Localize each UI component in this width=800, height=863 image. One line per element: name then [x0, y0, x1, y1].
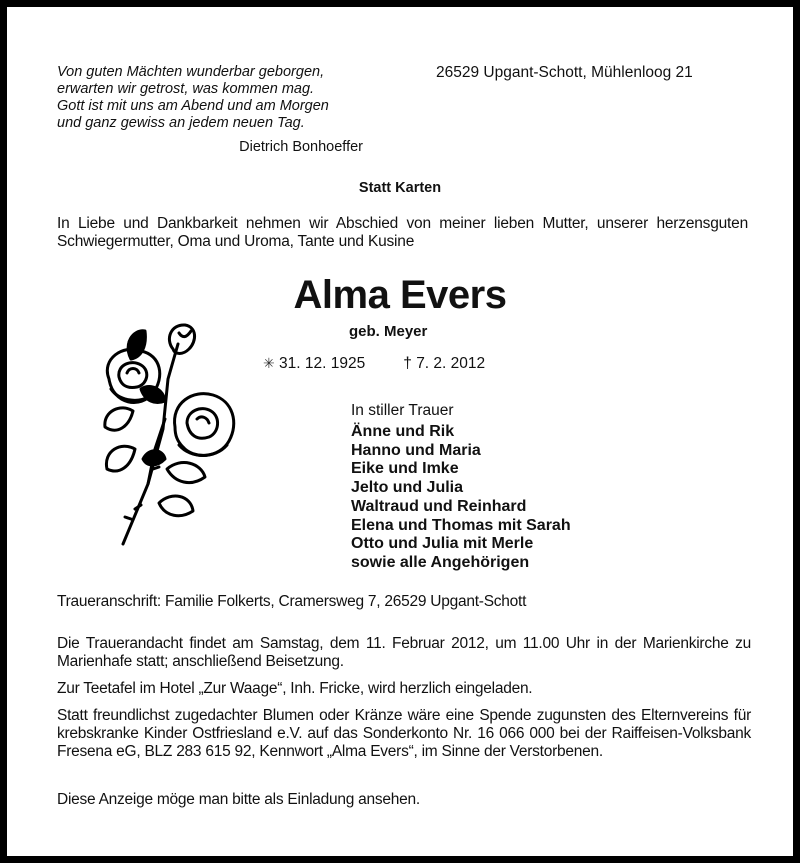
birth-date: 31. 12. 1925 [279, 355, 366, 372]
mourner-item: sowie alle Angehörigen [351, 553, 530, 571]
quote-line: erwarten wir getrost, was kommen mag. [57, 81, 315, 97]
mourner-item: Eike und Imke [351, 460, 459, 478]
birth-name: geb. Meyer [349, 323, 428, 340]
death-cross-icon: † [403, 355, 412, 372]
invitation-note: Diese Anzeige möge man bitte als Einladung ansehen. [57, 791, 420, 808]
quote-line: und ganz gewiss an jedem neuen Tag. [57, 115, 305, 131]
statt-karten-heading: Statt Karten [358, 180, 442, 196]
mourner-item: Jelto und Julia [351, 479, 464, 497]
mourner-item: Waltraud und Reinhard [351, 497, 527, 515]
quote-line: Von guten Mächten wunderbar geborgen, [57, 64, 325, 80]
mourner-item: Hanno und Maria [351, 441, 481, 459]
death-date: 7. 2. 2012 [416, 355, 486, 372]
donation-info: Statt freundlichst zugedachter Blumen oder Kränze wäre eine Spende zugunsten des Elternvereins für krebskranke Kinder Ostfriesland e.V. auf das Sonderkonto Nr. 16 066 000 bei der Raiffeisen-Volksbank Fresena eG, BLZ 283 615 92, Kennwort „Alma Evers“, im Sinne der Verstorbenen. [57, 707, 751, 760]
intro-text: In Liebe und Dankbarkeit nehmen wir Abschied von meiner lieben Mutter, unserer herzensguten Schwiegermutter, Oma und Uroma, Tante und Kusine [57, 215, 748, 250]
bonhoeffer-quote [57, 64, 377, 132]
quote-line: Gott ist mit uns am Abend und am Morgen [57, 98, 329, 114]
mourner-item: Otto und Julia mit Merle [351, 535, 534, 553]
tea-invitation: Zur Teetafel im Hotel „Zur Waage“, Inh. Fricke, wird herzlich eingeladen. [57, 680, 533, 697]
life-dates [263, 355, 485, 373]
mourners-list [351, 423, 571, 573]
service-info: Die Trauerandacht findet am Samstag, dem 11. Februar 2012, um 11.00 Uhr in der Marienkirche zu Marienhafe statt; anschließend Beisetzung. [57, 635, 751, 670]
obituary-notice [7, 7, 793, 856]
deceased-name: Alma Evers [293, 273, 507, 317]
family-address: 26529 Upgant-Schott, Mühlenloog 21 [436, 64, 693, 81]
mourner-item: Änne und Rik [351, 423, 455, 440]
birth-star-icon: ✳ [263, 356, 275, 372]
rose-bouquet-icon [93, 319, 243, 549]
trauer-address: Traueranschrift: Familie Folkerts, Cramersweg 7, 26529 Upgant-Schott [57, 593, 527, 610]
mourners-heading: In stiller Trauer [351, 402, 454, 419]
mourner-item: Elena und Thomas mit Sarah [351, 516, 571, 534]
quote-author: Dietrich Bonhoeffer [239, 139, 363, 155]
